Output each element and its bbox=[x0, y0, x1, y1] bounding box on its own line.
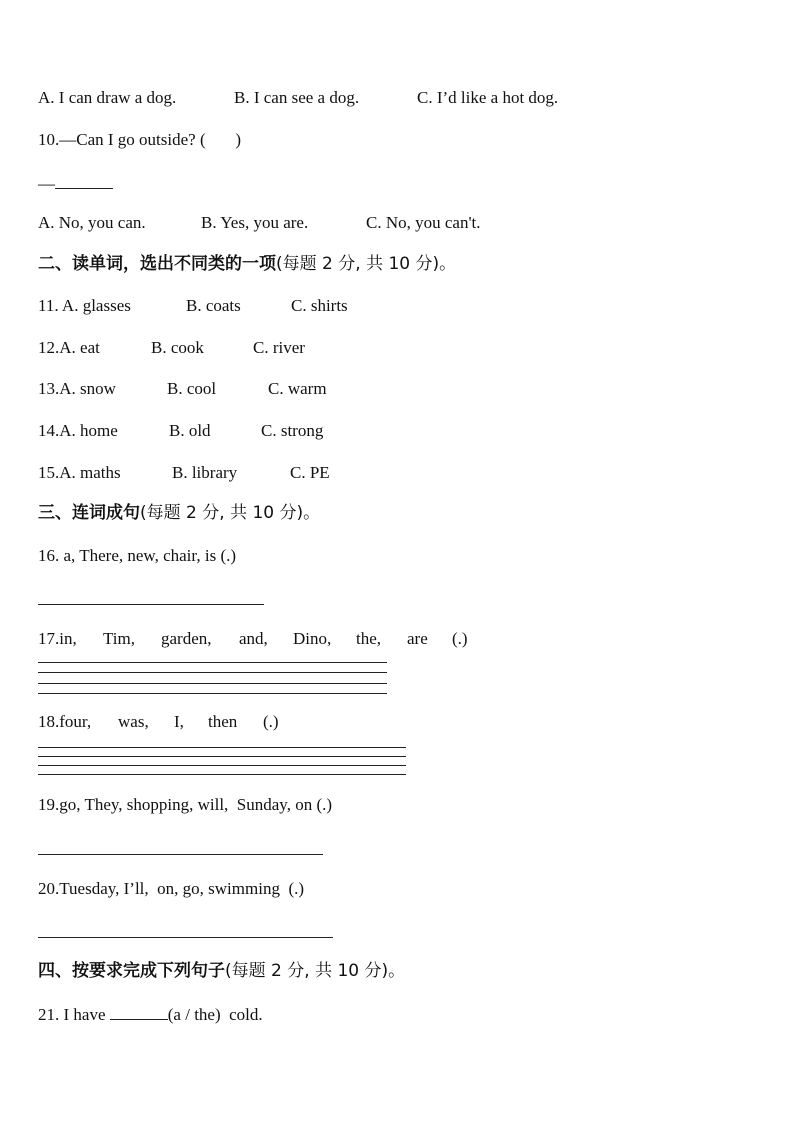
section3-heading bbox=[38, 503, 320, 523]
section2-title: 二、读单词，选出不同类的一项 bbox=[38, 254, 276, 274]
q17-word: are bbox=[407, 629, 428, 648]
q19-prompt: 19.go, They, shopping, will, Sunday, on (.) bbox=[38, 795, 333, 814]
section4-heading bbox=[38, 961, 405, 981]
q15-option-b: B. library bbox=[172, 463, 238, 482]
q17-word: Tim, bbox=[103, 629, 135, 648]
q10-answer-blank bbox=[55, 172, 113, 189]
q10-option-c: C. No, you can't. bbox=[366, 213, 481, 232]
q10-answer-line bbox=[38, 172, 113, 194]
q10-option-b: B. Yes, you are. bbox=[201, 213, 309, 232]
section4-title: 四、按要求完成下列句子 bbox=[38, 961, 225, 981]
q21-prompt bbox=[38, 1003, 263, 1025]
q17-word: (.) bbox=[452, 629, 468, 648]
q20-answer-line bbox=[38, 937, 333, 938]
q12-option-c: C. river bbox=[253, 338, 305, 357]
q13-option-a: 13.A. snow bbox=[38, 379, 116, 398]
q21-suffix: (a / the) cold. bbox=[167, 1005, 263, 1024]
q16-prompt: 16. a, There, new, chair, is (.) bbox=[38, 546, 237, 565]
q17-word: garden, bbox=[161, 629, 212, 648]
q10-option-a: A. No, you can. bbox=[38, 213, 146, 232]
q19-answer-line bbox=[38, 854, 323, 855]
q17-answer-line bbox=[38, 683, 387, 684]
q14-option-c: C. strong bbox=[261, 421, 324, 440]
q18-word: (.) bbox=[263, 712, 279, 731]
q11-option-a: 11. A. glasses bbox=[38, 296, 131, 315]
q17-answer-line bbox=[38, 662, 387, 663]
q9-option-a: A. I can draw a dog. bbox=[38, 88, 177, 107]
q17-answer-line bbox=[38, 672, 387, 673]
section3-title: 三、连词成句 bbox=[38, 503, 140, 523]
q11-option-c: C. shirts bbox=[291, 296, 348, 315]
q18-answer-line bbox=[38, 756, 406, 757]
section3-score: (每题 2 分, 共 10 分)。 bbox=[140, 503, 321, 523]
q21-prefix: 21. I have bbox=[38, 1005, 110, 1024]
q16-answer-line bbox=[38, 604, 264, 605]
q17-word: the, bbox=[356, 629, 382, 648]
section2-score: (每题 2 分, 共 10 分)。 bbox=[276, 254, 457, 274]
q9-option-b: B. I can see a dog. bbox=[234, 88, 360, 107]
q10-question: 10.—Can I go outside? ( ) bbox=[38, 130, 242, 149]
q12-option-b: B. cook bbox=[151, 338, 204, 357]
q11-option-b: B. coats bbox=[186, 296, 241, 315]
q18-answer-line bbox=[38, 774, 406, 775]
q20-prompt: 20.Tuesday, I’ll, on, go, swimming (.) bbox=[38, 879, 305, 898]
q17-word: and, bbox=[239, 629, 268, 648]
q17-answer-line bbox=[38, 693, 387, 694]
q13-option-c: C. warm bbox=[268, 379, 327, 398]
q10-answer-prefix: — bbox=[38, 174, 55, 193]
q14-option-b: B. old bbox=[169, 421, 211, 440]
q17-word: 17.in, bbox=[38, 629, 77, 648]
q18-answer-line bbox=[38, 765, 406, 766]
q18-word: was, bbox=[118, 712, 149, 731]
section4-score: (每题 2 分, 共 10 分)。 bbox=[225, 961, 406, 981]
q13-option-b: B. cool bbox=[167, 379, 217, 398]
q18-answer-line bbox=[38, 747, 406, 748]
q18-word: 18.four, bbox=[38, 712, 92, 731]
q17-word: Dino, bbox=[293, 629, 332, 648]
q14-option-a: 14.A. home bbox=[38, 421, 118, 440]
section2-heading bbox=[38, 254, 456, 274]
q15-option-a: 15.A. maths bbox=[38, 463, 121, 482]
q21-answer-blank bbox=[110, 1003, 168, 1020]
q18-word: I, bbox=[174, 712, 184, 731]
q9-option-c: C. I’d like a hot dog. bbox=[417, 88, 559, 107]
q12-option-a: 12.A. eat bbox=[38, 338, 100, 357]
q15-option-c: C. PE bbox=[290, 463, 330, 482]
q18-word: then bbox=[208, 712, 238, 731]
